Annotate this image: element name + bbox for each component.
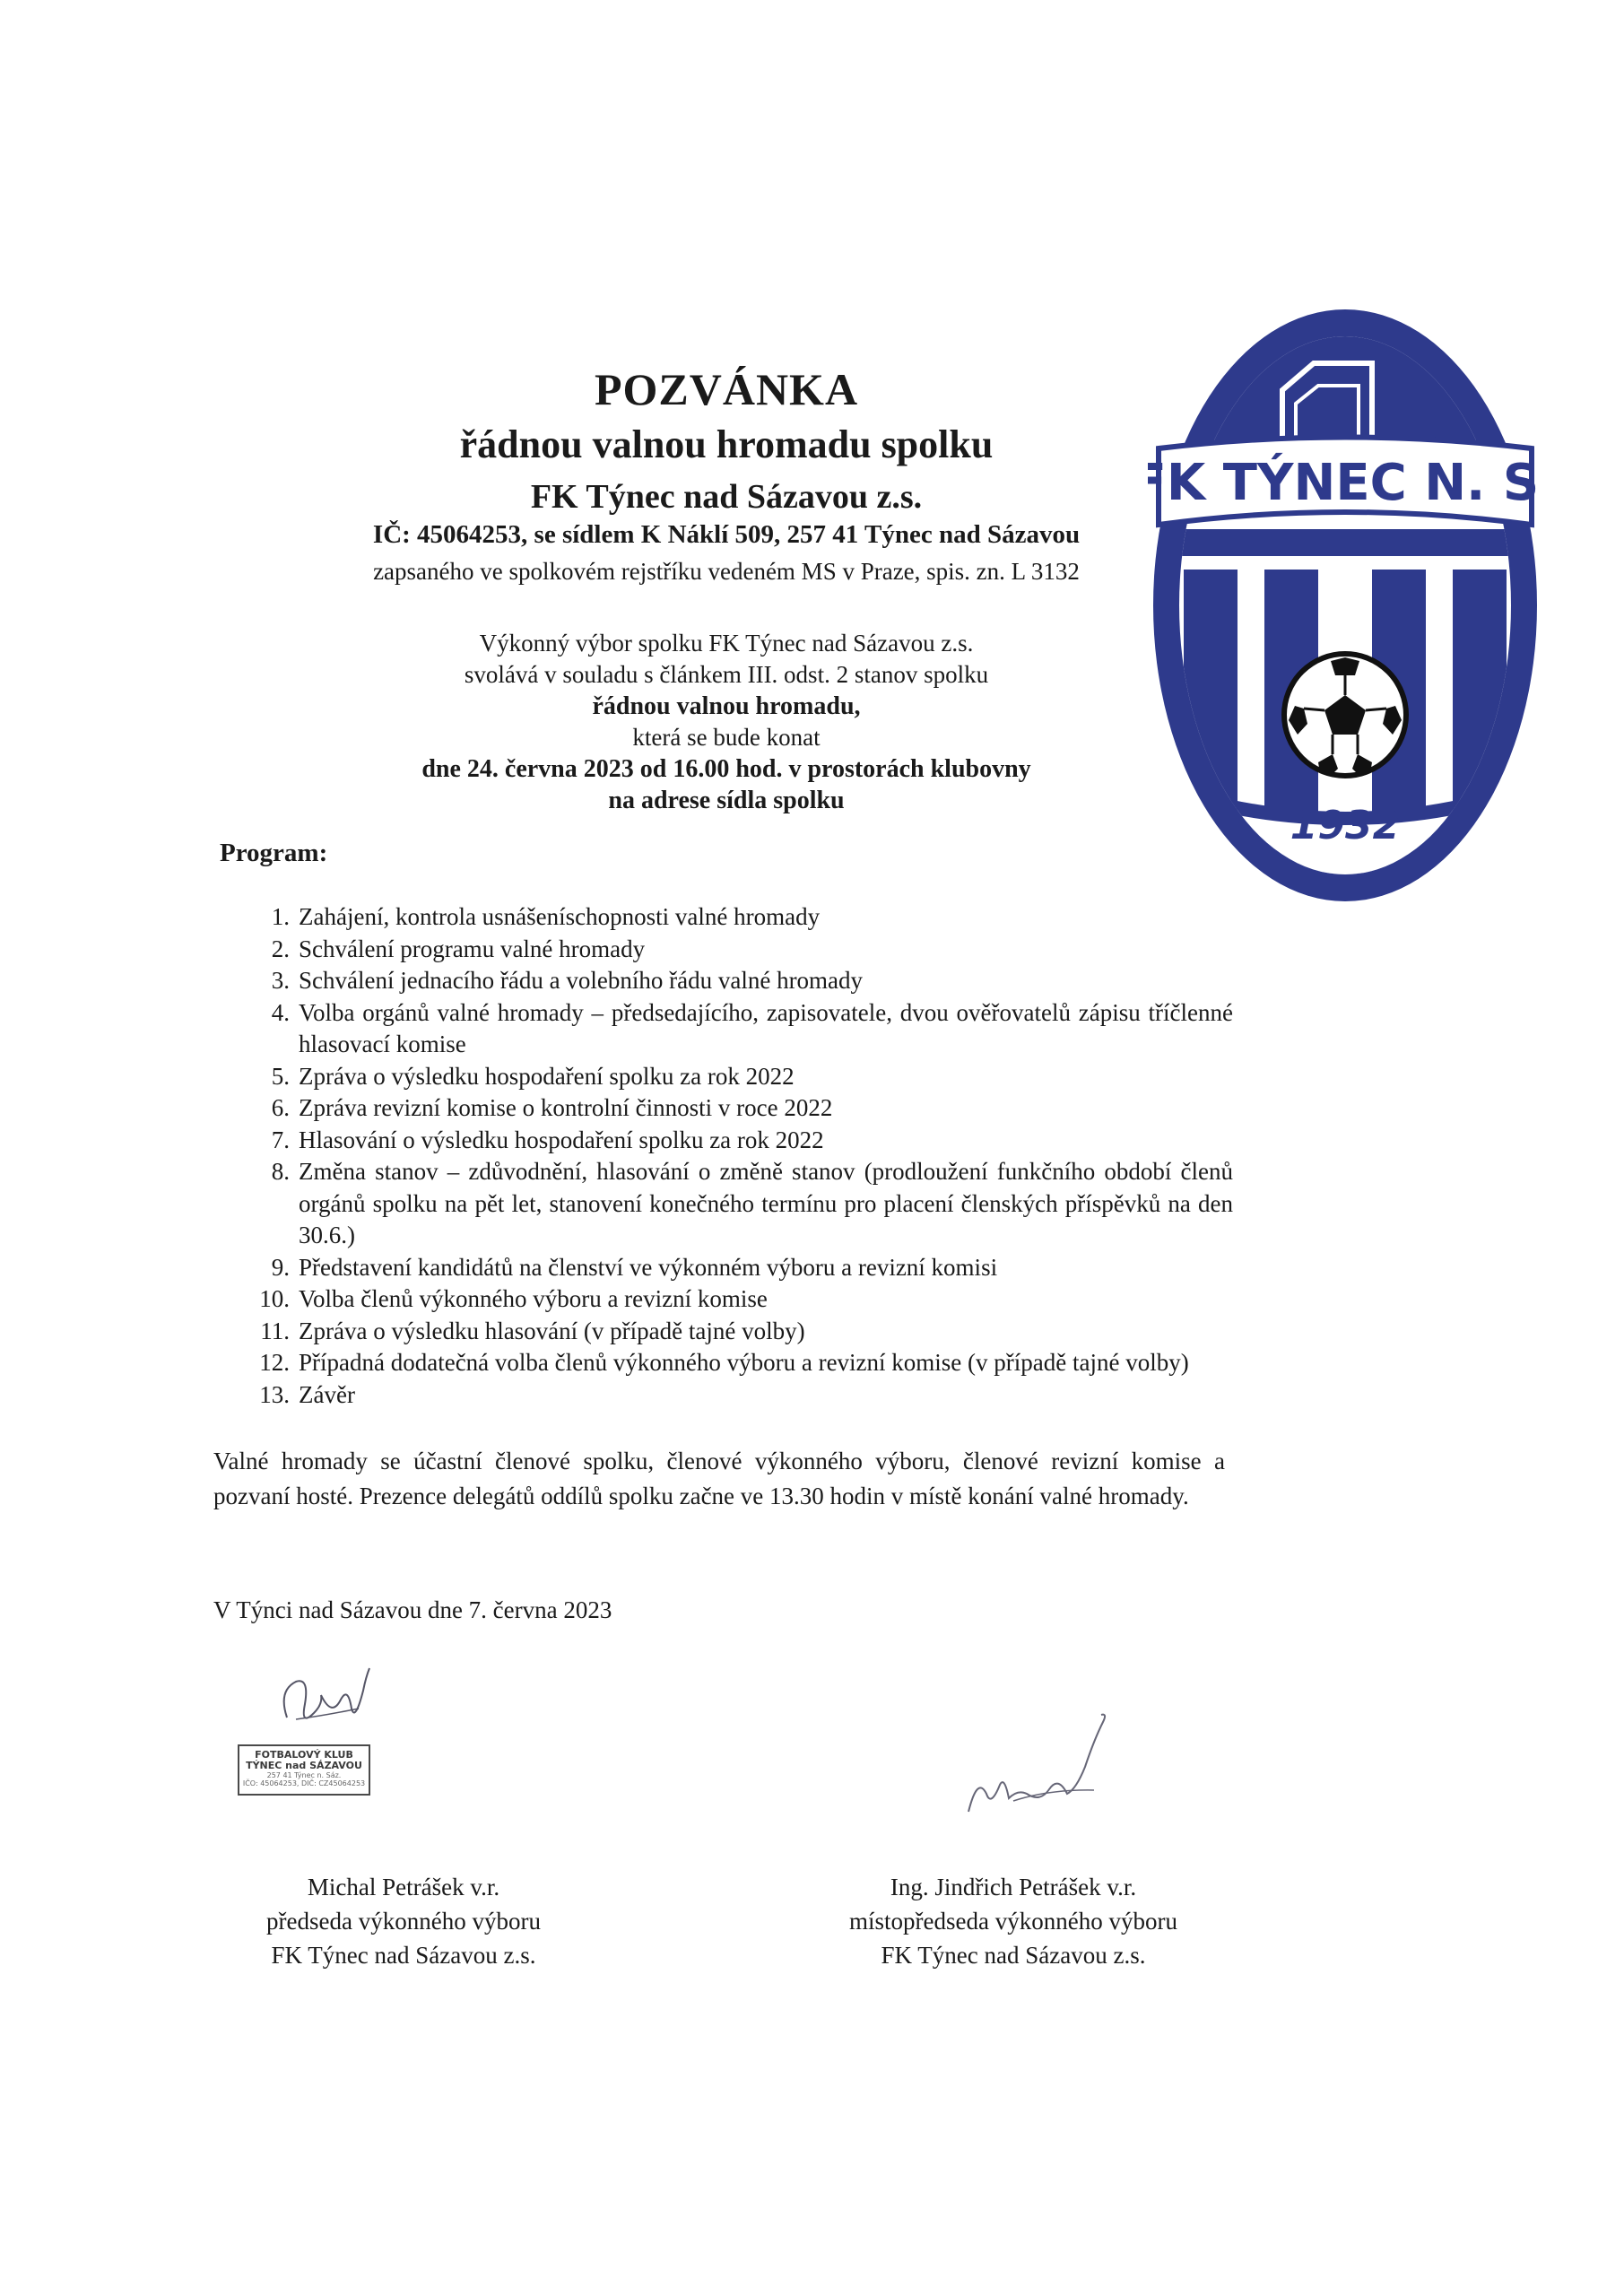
program-item-text: Zpráva o výsledku hlasování (v případě tajné volby) — [299, 1317, 805, 1344]
club-stamp — [238, 1744, 370, 1796]
program-item — [220, 1316, 1233, 1348]
signatory-right-name: Ing. Jindřich Petrášek v.r. — [890, 1874, 1137, 1900]
signatory-left-name: Michal Petrášek v.r. — [307, 1874, 500, 1900]
program-item — [220, 1347, 1233, 1379]
program-item-number: 1. — [271, 903, 290, 930]
program-item-text: Volba členů výkonného výboru a revizní komise — [299, 1285, 768, 1312]
club-crest-logo — [1148, 300, 1542, 910]
convocation-block — [269, 628, 1184, 816]
registry-line: zapsaného ve spolkovém rejstříku vedeném MS v Praze, spis. zn. L 3132 — [373, 558, 1080, 585]
program-item-text: Případná dodatečná volba členů výkonného výboru a revizní komise (v případě tajné volby) — [299, 1349, 1189, 1376]
program-list — [220, 901, 1233, 1411]
signatory-right-role: místopředseda výkonného výboru — [849, 1908, 1177, 1935]
convocation-date-line: dne 24. června 2023 od 16.00 hod. v prostorách klubovny — [421, 755, 1031, 783]
program-item-number: 7. — [271, 1126, 290, 1153]
program-item — [220, 1283, 1233, 1316]
program-item — [220, 1379, 1233, 1412]
program-item-number: 9. — [271, 1253, 290, 1281]
program-item-text: Zpráva o výsledku hospodaření spolku za rok 2022 — [299, 1062, 795, 1090]
program-item — [220, 1092, 1233, 1125]
program-item-number: 11. — [260, 1317, 290, 1344]
handwritten-signature-icon — [269, 1664, 386, 1744]
program-item — [220, 1252, 1233, 1284]
stamp-line-2: TÝNEC nad SÁZAVOU — [246, 1760, 362, 1771]
signature-left — [269, 1664, 386, 1749]
convocation-place-line: na adrese sídla spolku — [608, 787, 845, 814]
program-item — [220, 997, 1233, 1061]
program-item-text: Schválení jednacího řádu a volebního řádu valné hromady — [299, 967, 864, 994]
stamp-line-1: FOTBALOVÝ KLUB — [255, 1749, 353, 1761]
program-item-number: 13. — [259, 1380, 290, 1408]
document-subtitle: řádnou valnou hromadu spolku — [459, 422, 994, 466]
program-item-text: Volba orgánů valné hromady – předsedajícího, zapisovatele, dvou ověřovatelů zápisu tříčlenné hlasovací komise — [299, 998, 1233, 1057]
program-item-text: Zahájení, kontrola usnášeníschopnosti valné hromady — [299, 903, 821, 930]
program-item-text: Závěr — [299, 1380, 355, 1408]
program-item-number: 12. — [259, 1349, 290, 1376]
program-item-text: Představení kandidátů na členství ve výkonném výboru a revizní komisi — [299, 1253, 998, 1281]
program-item-number: 2. — [271, 935, 290, 962]
stamp-line-4: IČO: 45064253, DIČ: CZ45064253 — [242, 1779, 366, 1787]
program-item — [220, 1125, 1233, 1157]
stamp-line-3: 257 41 Týnec n. Sáz. — [266, 1771, 342, 1779]
program-item-text: Hlasování o výsledku hospodaření spolku za rok 2022 — [299, 1126, 824, 1153]
program-item-number: 4. — [271, 998, 290, 1026]
program-item-text: Schválení programu valné hromady — [299, 935, 646, 962]
football-icon — [1284, 654, 1406, 776]
program-item — [220, 934, 1233, 966]
program-item — [220, 1061, 1233, 1093]
program-item-number: 3. — [271, 967, 290, 994]
crest-text: FK TÝNEC N. S. — [1148, 454, 1542, 512]
closing-paragraph: Valné hromady se účastní členové spolku, členové výkonného výboru, členové revizní komise a pozvaní hosté. Prezence delegátů oddílů spolku začne ve 13.30 hodin v místě konání valné hromady. — [213, 1448, 1225, 1509]
signatory-right-org: FK Týnec nad Sázavou z.s. — [881, 1942, 1146, 1969]
ic-address-line: IČ: 45064253, se sídlem K Náklí 509, 257 41 Týnec nad Sázavou — [372, 520, 1081, 549]
place-date-line: V Týnci nad Sázavou dne 7. června 2023 — [213, 1596, 612, 1623]
program-item — [220, 1156, 1233, 1252]
signatory-left-role: předseda výkonného výboru — [266, 1908, 541, 1935]
program-item — [220, 901, 1233, 934]
signatory-left — [179, 1870, 628, 1972]
program-heading: Program: — [220, 839, 328, 867]
convocation-line-3: řádnou valnou hromadu, — [592, 692, 861, 720]
program-item-number: 6. — [271, 1094, 290, 1121]
program-item-number: 8. — [271, 1158, 290, 1185]
program-item-text: Zpráva revizní komise o kontrolní činnosti v roce 2022 — [299, 1094, 833, 1121]
organization-name: FK Týnec nad Sázavou z.s. — [530, 478, 923, 516]
program-item — [220, 965, 1233, 997]
convocation-line-4: která se bude konat — [632, 724, 821, 751]
program-item-text: Změna stanov – zdůvodnění, hlasování o změně stanov (prodloužení funkčního období členů orgánů spolku na pět let, stanovení konečného termínu pro placení členských příspěvků na den 30.6.) — [299, 1158, 1233, 1248]
signatory-right — [780, 1870, 1246, 1972]
club-crest-icon — [1148, 300, 1542, 910]
program-item-number: 5. — [271, 1062, 290, 1090]
signature-right — [960, 1704, 1121, 1834]
signatory-left-org: FK Týnec nad Sázavou z.s. — [271, 1942, 536, 1969]
document-title: POZVÁNKA — [594, 364, 859, 414]
crest-year: 1932 — [1290, 803, 1401, 848]
program-item-number: 10. — [259, 1285, 290, 1312]
handwritten-signature-icon — [960, 1704, 1121, 1830]
convocation-line-1: Výkonný výbor spolku FK Týnec nad Sázavou z.s. — [479, 630, 974, 657]
convocation-line-2: svolává v souladu s článkem III. odst. 2 stanov spolku — [464, 661, 989, 688]
